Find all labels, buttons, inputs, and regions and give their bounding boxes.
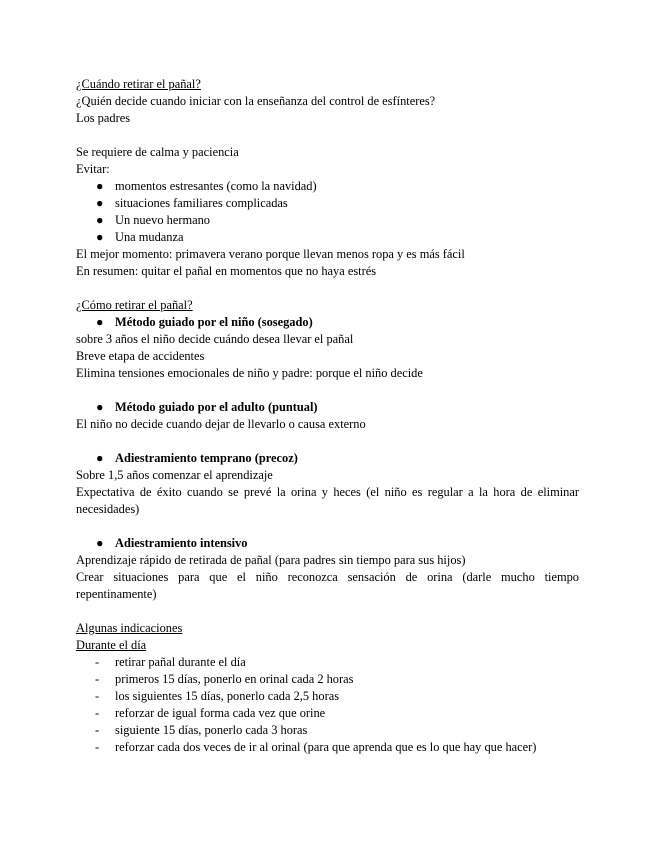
list-item: - reforzar cada dos veces de ir al orinal (para que aprenda que es lo que hay que hacer)	[95, 740, 537, 754]
spacer	[76, 433, 579, 450]
method-line: Sobre 1,5 años comenzar el aprendizaje	[76, 468, 273, 482]
list-item: - primeros 15 días, ponerlo en orinal cada 2 horas	[95, 672, 354, 686]
method-1	[76, 314, 579, 331]
method-title: ● Método guiado por el niño (sosegado)	[96, 315, 313, 329]
bullet-icon: ●	[96, 213, 104, 227]
list-item: - reforzar de igual forma cada vez que orine	[95, 706, 326, 720]
spacer	[76, 518, 579, 535]
bullet-icon: ●	[96, 230, 104, 244]
dash-icon: -	[95, 655, 100, 669]
method-line: sobre 3 años el niño decide cuándo desea llevar el pañal	[76, 332, 354, 346]
method-title: ● Adiestramiento temprano (precoz)	[96, 451, 298, 465]
dash-icon: -	[95, 723, 100, 737]
list-item: ● situaciones familiares complicadas	[96, 196, 288, 210]
method-title: ● Método guiado por el adulto (puntual)	[96, 400, 318, 414]
method-2	[76, 399, 579, 416]
spacer	[76, 603, 579, 620]
bullet-icon: ●	[96, 179, 104, 193]
list-item: ● momentos estresantes (como la navidad)	[96, 179, 317, 193]
section-heading-como: ¿Cómo retirar el pañal?	[76, 298, 193, 312]
bullet-icon: ●	[96, 315, 104, 329]
method-line: Crear situaciones para que el niño reconozca sensación de orina (darle mucho tiempo repentinamente)	[76, 570, 579, 601]
indications-list	[76, 654, 579, 756]
list-item: - siguiente 15 días, ponerlo cada 3 horas	[95, 723, 308, 737]
method-line: El niño no decide cuando dejar de llevarlo o causa externo	[76, 417, 366, 431]
dash-icon: -	[95, 689, 100, 703]
spacer	[76, 280, 579, 297]
question-line: ¿Quién decide cuando iniciar con la enseñanza del control de esfínteres?	[76, 94, 436, 108]
bullet-icon: ●	[96, 196, 104, 210]
list-item: ● Una mudanza	[96, 230, 184, 244]
list-item: - retirar pañal durante el día	[95, 655, 246, 669]
list-item: ● Un nuevo hermano	[96, 213, 210, 227]
list-item: - los siguientes 15 días, ponerlo cada 2,5 horas	[95, 689, 340, 703]
subheading-durante-el-dia: Durante el día	[76, 638, 147, 652]
method-line: Expectativa de éxito cuando se prevé la orina y heces (el niño es regular a la hora de eliminar necesidades)	[76, 485, 579, 516]
bullet-icon: ●	[96, 400, 104, 414]
section-heading-cuando: ¿Cuándo retirar el pañal?	[76, 77, 201, 91]
section-heading-indicaciones: Algunas indicaciones	[76, 621, 183, 635]
method-4	[76, 535, 579, 552]
avoid-label: Evitar:	[76, 162, 110, 176]
best-moment-line: El mejor momento: primavera verano porque llevan menos ropa y es más fácil	[76, 247, 465, 261]
dash-icon: -	[95, 740, 100, 754]
method-line: Breve etapa de accidentes	[76, 349, 205, 363]
bullet-icon: ●	[96, 451, 104, 465]
calm-line: Se requiere de calma y paciencia	[76, 145, 239, 159]
method-line: Aprendizaje rápido de retirada de pañal (para padres sin tiempo para sus hijos)	[76, 553, 466, 567]
method-3	[76, 450, 579, 467]
summary-line: En resumen: quitar el pañal en momentos que no haya estrés	[76, 264, 377, 278]
method-title: ● Adiestramiento intensivo	[96, 536, 248, 550]
avoid-list	[76, 178, 579, 246]
spacer	[76, 127, 579, 144]
bullet-icon: ●	[96, 536, 104, 550]
method-line: Elimina tensiones emocionales de niño y padre: porque el niño decide	[76, 366, 423, 380]
dash-icon: -	[95, 672, 100, 686]
answer-line: Los padres	[76, 111, 131, 125]
document-page	[76, 76, 579, 756]
dash-icon: -	[95, 706, 100, 720]
spacer	[76, 382, 579, 399]
